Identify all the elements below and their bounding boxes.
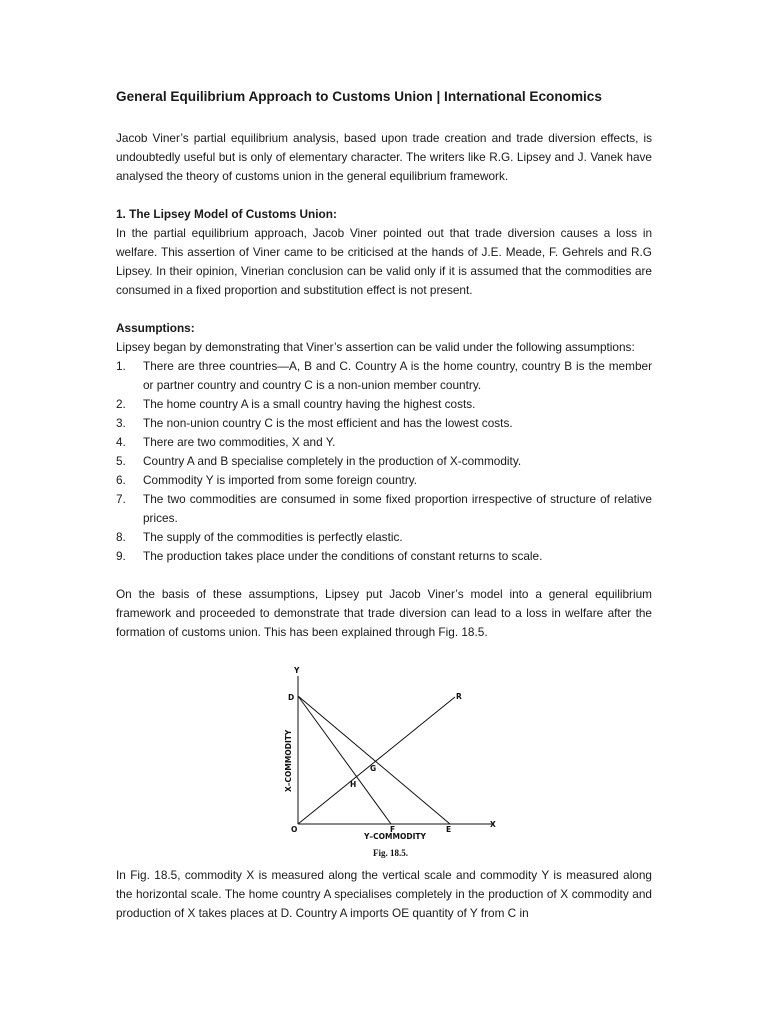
list-item: 8. The supply of the commodities is perfectly elastic. [116, 530, 403, 544]
label-f: F [390, 825, 396, 834]
list-item: 9. The production takes place under the conditions of constant returns to scale. [116, 549, 543, 563]
label-e: E [446, 825, 452, 834]
list-item: 1. There are three countries—A, B and C. Country A is the home country, country B is the member or partner country and country C is a non-union member country. [116, 359, 652, 392]
label-r: R [456, 692, 462, 701]
section-paragraph-lipsey: In the partial equilibrium approach, Jacob Viner pointed out that trade diversion causes a loss in welfare. This assertion of Viner came to be criticised at the hands of J.E. Meade, F. Gehrels and R.G Lipsey. In their opinion, Vinerian conclusion can be valid only if it is assumed that the commodities are consumed in a fixed proportion and substitution effect is not present. [116, 226, 652, 297]
label-d: D [288, 693, 295, 702]
assumptions-lead: Lipsey began by demonstrating that Viner’s assertion can be valid under the following assumptions: [116, 340, 635, 354]
assumptions-heading: Assumptions: [116, 321, 195, 335]
list-item: 4. There are two commodities, X and Y. [116, 435, 336, 449]
article-body [116, 86, 652, 642]
x-axis-title: Y–COMMODITY [364, 832, 426, 841]
figure-diagram [280, 664, 500, 864]
intro-paragraph: Jacob Viner’s partial equilibrium analysis, based upon trade creation and trade diversion effects, is undoubtedly useful but is only of elementary character. The writers like R.G. Lipsey and J. Vanek have analysed the theory of customs union in the general equilibrium framework. [116, 131, 652, 183]
section-heading-lipsey: 1. The Lipsey Model of Customs Union: [116, 207, 337, 221]
label-o: O [291, 825, 298, 834]
list-item: 2. The home country A is a small country having the highest costs. [116, 397, 476, 411]
figure-18-5 [280, 664, 500, 864]
list-item: 6. Commodity Y is imported from some foreign country. [116, 473, 418, 487]
list-item: 5. Country A and B specialise completely in the production of X-commodity. [116, 454, 522, 468]
label-g: G [370, 764, 377, 773]
list-item: 7. The two commodities are consumed in some fixed proportion irrespective of structure of relative prices. [116, 492, 652, 525]
article-title: General Equilibrium Approach to Customs Union | International Economics [116, 89, 602, 104]
list-item: 3. The non-union country C is the most efficient and has the lowest costs. [116, 416, 513, 430]
label-y: Y [294, 666, 300, 675]
label-h: H [350, 780, 357, 789]
assumptions-list [116, 357, 652, 566]
label-x: X [490, 820, 496, 829]
line-de [298, 696, 450, 824]
figure-caption: Fig. 18.5. [373, 848, 408, 858]
y-axis-title: X–COMMODITY [284, 729, 293, 792]
after-figure-section [116, 866, 652, 923]
after-figure-paragraph: In Fig. 18.5, commodity X is measured along the vertical scale and commodity Y is measured along the horizontal scale. The home country A specialises completely in the production of X commodity and production of X takes places at D. Country A imports OE quantity of Y from C in [116, 868, 652, 920]
basis-paragraph: On the basis of these assumptions, Lipsey put Jacob Viner’s model into a general equilibrium framework and proceeded to demonstrate that trade diversion can lead to a loss in welfare after the formation of customs union. This has been explained through Fig. 18.5. [116, 587, 652, 639]
